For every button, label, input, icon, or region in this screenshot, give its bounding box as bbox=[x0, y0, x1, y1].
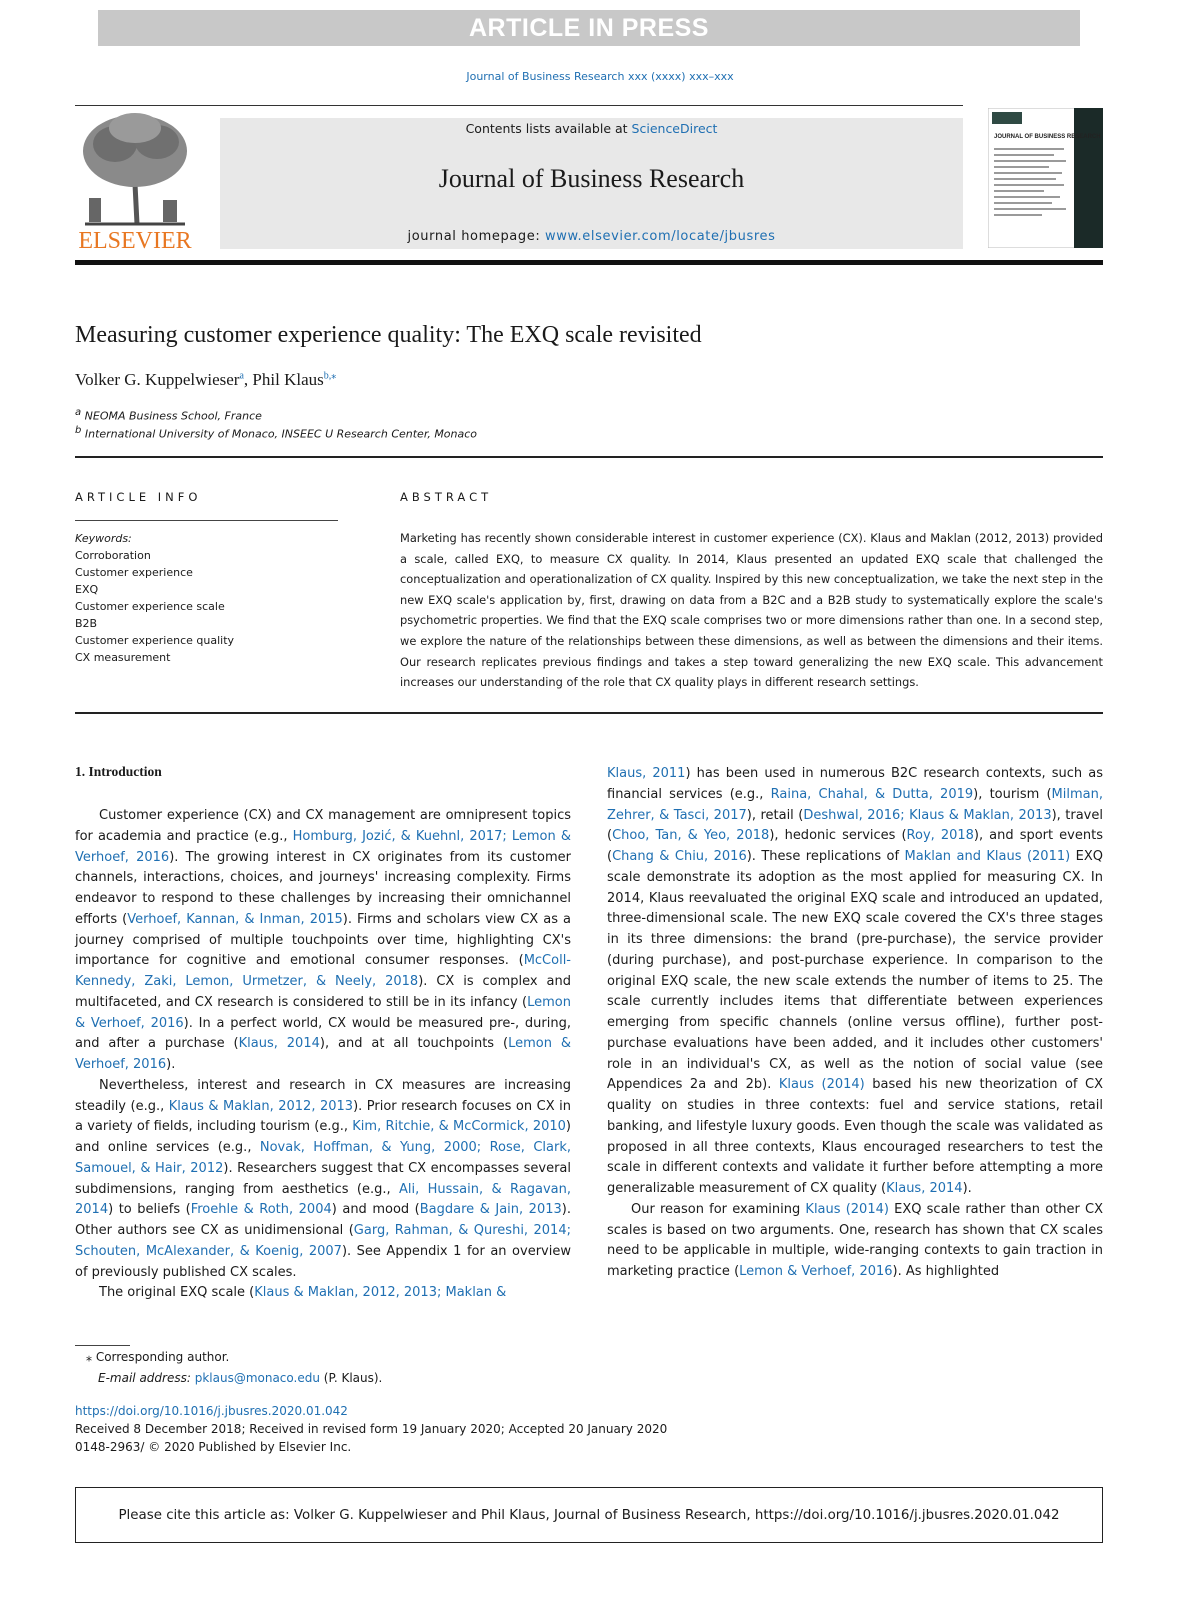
citation-link[interactable]: Deshwal, 2016; Klaus & Maklan, 2013 bbox=[803, 807, 1052, 823]
paragraph-text: ), and at all touchpoints ( bbox=[319, 1036, 509, 1052]
doi-link[interactable]: https://doi.org/10.1016/j.jbusres.2020.01.042 bbox=[75, 1404, 348, 1418]
citation-link[interactable]: Bagdare & Jain, 2013 bbox=[419, 1202, 562, 1218]
corresponding-author-note: ⁎ Corresponding author. bbox=[86, 1350, 230, 1364]
paragraph-text: ), retail ( bbox=[746, 807, 804, 823]
citation-link[interactable]: Milman, Zehrer, & Tasci, 2017 bbox=[607, 786, 1103, 823]
paragraph-text: based his new theorization of CX quality on studies in three contexts: fuel and service stations, retail banking, and lifestyle luxury goods. Even though the scale was validated as proposed in all three contexts, Klaus encouraged researchers to test the scale in different contexts and validate it further before attempting a more generalizable measurement of CX quality ( bbox=[607, 1077, 1103, 1196]
journal-reference[interactable]: Journal of Business Research xxx (xxxx) xxx–xxx bbox=[466, 70, 734, 83]
email-link[interactable]: pklaus@monaco.edu bbox=[194, 1371, 320, 1385]
section-rule bbox=[75, 456, 1103, 458]
paragraph-text: ) has been used in numerous B2C research contexts, such as financial services (e.g., bbox=[607, 766, 1103, 802]
paragraph-text: ). bbox=[166, 1057, 176, 1072]
contents-prefix: Contents lists available at bbox=[465, 121, 632, 136]
keyword: Customer experience scale bbox=[75, 600, 225, 613]
affiliation-marker[interactable]: b,⁎ bbox=[323, 370, 337, 382]
affiliation-text: NEOMA Business School, France bbox=[84, 409, 262, 423]
paragraph-text: ), hedonic services ( bbox=[769, 828, 907, 844]
paragraph-text: ). Researchers suggest that CX encompasses several subdimensions, ranging from aesthetics (e.g., bbox=[75, 1160, 572, 1197]
citation-link[interactable]: Klaus, 2014 bbox=[886, 1181, 963, 1196]
paragraph-text: ). As highlighted bbox=[892, 1264, 1000, 1279]
citation-link[interactable]: McColl-Kennedy, Zaki, Lemon, Urmetzer, & Neely, 2018 bbox=[75, 953, 571, 989]
journal-homepage bbox=[220, 229, 963, 244]
citation-link[interactable]: Garg, Rahman, & Qureshi, 2014; Schouten, McAlexander, & Koenig, 2007 bbox=[75, 1223, 571, 1259]
elsevier-wordmark: ELSEVIER bbox=[78, 228, 192, 254]
paragraph-text: ) and mood ( bbox=[331, 1202, 420, 1218]
keyword: CX measurement bbox=[75, 651, 171, 664]
homepage-link[interactable]: www.elsevier.com/locate/jbusres bbox=[545, 229, 776, 244]
citation-box: Please cite this article as: Volker G. Kuppelwieser and Phil Klaus, Journal of Business Research, https://doi.org/10.1016/j.jbusres.2020.01.042 bbox=[75, 1487, 1103, 1543]
affiliation bbox=[75, 407, 262, 423]
author-name[interactable]: Volker G. Kuppelwieser bbox=[75, 370, 240, 389]
citation-link[interactable]: Klaus & Maklan, 2012, 2013 bbox=[168, 1098, 354, 1114]
paragraph-text: Customer experience (CX) and CX management are omnipresent topics for academia and practice (e.g., bbox=[75, 808, 571, 844]
citation-link[interactable]: Lemon & Verhoef, 2016 bbox=[75, 1036, 571, 1072]
citation-link[interactable]: Roy, 2018 bbox=[906, 828, 974, 844]
elsevier-tree-icon bbox=[75, 106, 195, 256]
right-column bbox=[607, 764, 1103, 1283]
citation-link[interactable]: Ali, Hussain, & Ragavan, 2014 bbox=[75, 1181, 571, 1218]
article-in-press-banner: ARTICLE IN PRESS bbox=[98, 10, 1080, 46]
affiliation bbox=[75, 425, 477, 441]
paragraph-text: ), and sport events ( bbox=[607, 828, 1103, 864]
paragraph-text: ) to beliefs ( bbox=[108, 1202, 191, 1218]
contents-line bbox=[220, 121, 963, 136]
affiliation-text: International University of Monaco, INSEEC U Research Center, Monaco bbox=[84, 427, 478, 441]
paragraph-text: ). In a perfect world, CX would be measured pre-, during, and after a purchase ( bbox=[75, 1015, 571, 1052]
journal-cover-thumbnail[interactable] bbox=[988, 108, 1103, 248]
citation-link[interactable]: Klaus (2014) bbox=[805, 1201, 889, 1217]
abstract-heading: ABSTRACT bbox=[400, 490, 493, 504]
header-top-rule bbox=[75, 105, 963, 106]
cover-title: JOURNAL OF BUSINESS RESEARCH bbox=[994, 134, 1101, 140]
affiliation-mark: a bbox=[75, 407, 82, 418]
paragraph-text: ). See Appendix 1 for an overview of previously published CX scales. bbox=[75, 1243, 571, 1280]
paragraph-text: ). Firms and scholars view CX as a journey comprised of multiple touchpoints over time, highlighting CX's importance for cognitive and emotional consumer responses. ( bbox=[75, 911, 572, 969]
citation-link[interactable]: Maklan and Klaus (2011) bbox=[904, 849, 1071, 864]
paragraph-text: EXQ scale demonstrate its adoption as the most applied for measuring CX. In 2014, Klaus reevaluated the original EXQ scale and introduced an updated, three-dimensional scale. The new EXQ scale covered the CX's three stages in its three dimensions: the brand (pre-purchase), the service provider (during purchase), and post-purchase experience. In comparison to the original EXQ scale, the new scale extends the number of items to 25. The scale currently includes items that differentiate between experiences emerging from specific channels (online versus offline), further post-purchase evaluations have been added, and it includes other customers' role in an individual's CX, as well as the notion of social value (see Appendices 2a and 2b). bbox=[607, 849, 1103, 1093]
keyword: Customer experience bbox=[75, 566, 193, 579]
citation-link[interactable]: Novak, Hoffman, & Yung, 2000; Rose, Clark, Samouel, & Hair, 2012 bbox=[75, 1140, 571, 1176]
section-rule bbox=[75, 712, 1103, 714]
paragraph bbox=[75, 1283, 571, 1304]
citation-link[interactable]: Klaus, 2011 bbox=[607, 766, 686, 781]
paragraph-text: Our reason for examining bbox=[631, 1201, 806, 1217]
email-line bbox=[98, 1371, 382, 1385]
author-name[interactable]: Phil Klaus bbox=[252, 370, 324, 389]
email-suffix: (P. Klaus). bbox=[319, 1371, 383, 1385]
paragraph-text: ), travel ( bbox=[607, 807, 1103, 844]
paragraph-text: ). bbox=[962, 1181, 972, 1196]
keywords-label: Keywords: bbox=[75, 532, 132, 545]
paragraph bbox=[607, 1200, 1103, 1283]
abstract-text: Marketing has recently shown considerable interest in customer experience (CX). Klaus and Maklan (2012, 2013) provided a scale, called EXQ, to measure CX quality. In 2014, Klaus presented an updated EXQ scale that challenged the conceptualization and operationalization of CX quality. Inspired by this new conceptualization, we take the next step in the new EXQ scale's application by, first, drawing on data from a B2C and a B2B study to systematically explore the scale's psychometric properties. We find that the EXQ scale comprises two or more dimensions rather than one. In a second step, we explore the nature of the relationships between these dimensions, as well as between the dimensions and their items. Our research replicates previous findings and takes a step toward generalizing the new EXQ scale. This advancement increases our understanding of the role that CX quality plays in different research settings. bbox=[400, 531, 1103, 690]
article-info-rule bbox=[75, 520, 338, 521]
citation-link[interactable]: Verhoef, Kannan, & Inman, 2015 bbox=[127, 911, 343, 927]
paragraph bbox=[607, 764, 1103, 1200]
paragraph-text: ), tourism ( bbox=[973, 786, 1052, 802]
sciencedirect-link[interactable]: ScienceDirect bbox=[631, 121, 718, 136]
paragraph-text: ). CX is complex and multifaceted, and CX research is considered to still be in its infancy ( bbox=[75, 974, 571, 1010]
citation-link[interactable]: Klaus, 2014 bbox=[238, 1036, 320, 1052]
affiliation-marker[interactable]: a bbox=[239, 370, 244, 382]
citation-link[interactable]: Homburg, Jozić, & Kuehnl, 2017; Lemon & Verhoef, 2016 bbox=[75, 828, 571, 865]
affiliation-mark: b bbox=[75, 425, 82, 436]
paragraph-text: EXQ scale rather than other CX scales is based on two arguments. One, research has shown that CX scales need to be applicable in multiple, wide-ranging contexts to gain traction in marketing practice ( bbox=[607, 1201, 1103, 1279]
citation-link[interactable]: Klaus (2014) bbox=[778, 1077, 865, 1093]
paragraph-text: ). These replications of bbox=[746, 849, 905, 864]
citation-link[interactable]: Chang & Chiu, 2016 bbox=[612, 849, 747, 864]
copyright-line: 0148-2963/ © 2020 Published by Elsevier Inc. bbox=[75, 1440, 352, 1454]
citation-link[interactable]: Froehle & Roth, 2004 bbox=[190, 1202, 332, 1218]
keyword: Customer experience quality bbox=[75, 634, 235, 647]
paragraph bbox=[75, 1076, 571, 1284]
author-list bbox=[75, 370, 336, 390]
paragraph-text: ). Prior research focuses on CX in a variety of fields, including tourism (e.g., bbox=[75, 1098, 571, 1135]
article-title: Measuring customer experience quality: The EXQ scale revisited bbox=[75, 322, 702, 348]
received-dates: Received 8 December 2018; Received in revised form 19 January 2020; Accepted 20 January 2020 bbox=[75, 1422, 668, 1436]
left-column bbox=[75, 806, 571, 1304]
paragraph-text: ). Other authors see CX as unidimensional ( bbox=[75, 1202, 571, 1238]
journal-title: Journal of Business Research bbox=[438, 164, 745, 193]
citation-link[interactable]: Klaus & Maklan, 2012, 2013; Maklan & bbox=[254, 1285, 507, 1301]
paragraph-text: ). The growing interest in CX originates from its customer channels, interactions, choices, and journeys' increasing complexity. Firms endeavor to respond to these challenges by increasing their omnichannel efforts ( bbox=[75, 849, 571, 927]
paragraph-text: ) and online services (e.g., bbox=[75, 1119, 571, 1155]
header-thick-rule bbox=[75, 260, 1103, 265]
citation-link[interactable]: Lemon & Verhoef, 2016 bbox=[739, 1264, 893, 1279]
footnote-rule bbox=[75, 1345, 130, 1346]
citation-link[interactable]: Kim, Ritchie, & McCormick, 2010 bbox=[352, 1119, 566, 1135]
keyword: Corroboration bbox=[75, 549, 151, 562]
paragraph bbox=[75, 806, 571, 1076]
section-heading: 1. Introduction bbox=[75, 764, 162, 779]
keyword: B2B bbox=[75, 617, 98, 630]
cover-image-icon bbox=[988, 108, 1103, 248]
paragraph-text: The original EXQ scale ( bbox=[99, 1285, 255, 1301]
homepage-prefix: journal homepage: bbox=[407, 229, 546, 244]
keyword: EXQ bbox=[75, 583, 99, 596]
article-info-heading: ARTICLE INFO bbox=[75, 490, 202, 504]
paragraph-text: Nevertheless, interest and research in CX measures are increasing steadily (e.g., bbox=[75, 1077, 571, 1114]
citation-link[interactable]: Choo, Tan, & Yeo, 2018 bbox=[612, 828, 770, 844]
citation-link[interactable]: Lemon & Verhoef, 2016 bbox=[75, 994, 571, 1031]
citation-link[interactable]: Raina, Chahal, & Dutta, 2019 bbox=[770, 786, 974, 802]
email-label: E-mail address: bbox=[98, 1371, 195, 1385]
author-separator: , bbox=[243, 370, 253, 389]
elsevier-logo[interactable] bbox=[75, 106, 195, 256]
